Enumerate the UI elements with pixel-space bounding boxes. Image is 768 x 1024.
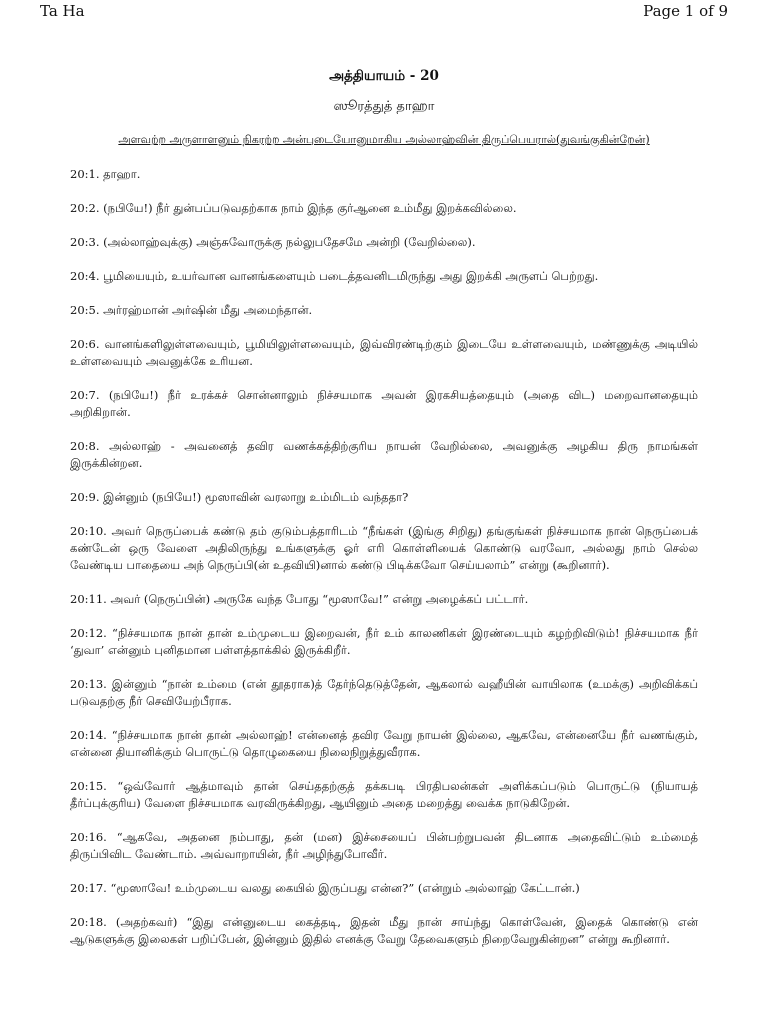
verse-number: 20:9. [70,490,100,504]
verse-text: (அல்லாஹ்வுக்கு) அஞ்சுவோருக்கு நல்லுபதேசமே அன்றி (வேறில்லை). [103,235,476,249]
verse-number: 20:13. [70,677,107,691]
verse-item [70,676,698,710]
verse-number: 20:15. [70,779,107,793]
verse-item [70,234,698,251]
verse-item [70,166,698,183]
verse-item [70,387,698,421]
verse-item [70,489,698,506]
page-indicator: Page 1 of 9 [643,2,728,20]
verse-item [70,523,698,574]
verse-number: 20:5. [70,303,100,317]
chapter-title: அத்தியாயம் - 20 [329,68,439,84]
verse-text: அவர் நெருப்பைக் கண்டு தம் குடும்பத்தாரிடம் “நீங்கள் (இங்கு சிறிது) தங்குங்கள் நிச்சயமாக நான் நெருப்பைக் கண்டேன் ஒரு வேளை அதிலிருந்து உங்களுக்கு ஓர் எரி கொள்ளியைக் கொண்டு வரவோ, அல்லது நாம் செல்ல வேண்டிய பாதையை அந் நெருப்பி(ன் உதவியி)னால் கண்டு பிடிக்கவோ செய்யலாம்” என்று (கூறினார்). [70,524,699,572]
verse-number: 20:8. [70,439,100,453]
verse-item [70,200,698,217]
verse-text: வானங்களிலுள்ளவையும், பூமியிலுள்ளவையும், இவ்விரண்டிற்கும் இடையே உள்ளவையும், மண்ணுக்கு அடியில் உள்ளவையும் அவனுக்கே உரியன. [70,337,699,368]
verse-item [70,591,698,608]
verse-item [70,268,698,285]
verse-text: “ஆகவே, அதனை நம்பாது, தன் (மன) இச்சையைப் பின்பற்றுபவன் திடனாக அதைவிட்டும் உம்மைத் திருப்பிவிட வேண்டாம். அவ்வாறாயின், நீர் அழிந்துபோவீர். [70,830,698,861]
verse-text: அர்ரஹ்மான் அர்ஷின் மீது அமைந்தான். [103,303,313,317]
verse-text: “நிச்சயமாக நான் தான் உம்முடைய இறைவன், நீர் உம் காலணிகள் இரண்டையும் கழற்றிவிடும்! நிச்சயமாக நீர் ‘துவா’ என்னும் புனிதமான பள்ளத்தாக்கில் இருக்கிறீர். [70,626,699,657]
verse-text: தாஹா. [103,167,141,181]
verse-number: 20:2. [70,201,100,215]
verse-item [70,438,698,472]
verse-item [70,727,698,761]
verse-number: 20:7. [70,388,100,402]
verse-item [70,302,698,319]
verse-text: பூமியையும், உயர்வான வானங்களையும் படைத்தவனிடமிருந்து அது இறக்கி அருளப் பெற்றது. [103,269,599,283]
verse-text: (நபியே!) நீர் துன்பப்படுவதற்காக நாம் இந்த குர்ஆனை உம்மீது இறக்கவில்லை. [103,201,517,215]
verse-text: (நபியே!) நீர் உரக்கச் சொன்னாலும் நிச்சயமாக அவன் இரகசியத்தையும் (அதை விட) மறைவானதையும் அறிகிறான். [70,388,698,419]
verse-text: இன்னும் “நான் உம்மை (என் தூதராக)த் தேர்ந்தெடுத்தேன், ஆகலால் வஹீயின் வாயிலாக (உமக்கு) அறிவிக்கப் படுவதற்கு நீர் செவியேற்பீராக. [70,677,699,708]
verse-item [70,914,698,948]
verse-number: 20:14. [70,728,107,742]
basmala-line: அளவற்ற அருளாளனும் நிகரற்ற அன்புடையோனுமாகிய அல்லாஹ்வின் திருப்பெயரால்(துவங்குகின்றேன்) [118,133,650,146]
verse-number: 20:18. [70,915,107,929]
header-title: Ta Ha [40,2,85,20]
verse-text: இன்னும் (நபியே!) மூஸாவின் வரலாறு உம்மிடம் வந்ததா? [103,490,409,504]
surah-title: ஸூரத்துத் தாஹா [333,99,435,114]
verse-number: 20:6. [70,337,100,351]
verse-item [70,336,698,370]
verse-text: (அதற்கவர்) “இது என்னுடைய கைத்தடி, இதன் மீது நான் சாய்ந்து கொள்வேன், இதைக் கொண்டு என் ஆடுகளுக்கு இலைகள் பறிப்பேன், இன்னும் இதில் எனக்கு வேறு தேவைகளும் நிறைவேறுகின்றன” என்று கூறினார். [70,915,699,946]
verse-number: 20:16. [70,830,107,844]
verse-text: அவர் (நெருப்பின்) அருகே வந்த போது “மூஸாவே!” என்று அழைக்கப் பட்டார். [110,592,529,606]
verse-text: “ஒவ்வோர் ஆத்மாவும் தான் செய்ததற்குத் தக்கபடி பிரதிபலன்கள் அளிக்கப்படும் பொருட்டு (நியாயத் தீர்ப்புக்குரிய) வேளை நிச்சயமாக வரவிருக்கிறது, ஆயினும் அதை மறைத்து வைக்க நாடுகிறேன். [70,779,698,810]
verse-number: 20:12. [70,626,107,640]
verse-text: “நிச்சயமாக நான் தான் அல்லாஹ்! என்னைத் தவிர வேறு நாயன் இல்லை, ஆகவே, என்னையே நீர் வணங்கும், என்னை தியானிக்கும் பொருட்டு தொழுகையை நிலைநிறுத்துவீராக. [70,728,698,759]
verse-item [70,829,698,863]
verse-number: 20:10. [70,524,107,538]
verse-list [70,166,698,965]
verse-text: “மூஸாவே! உம்முடைய வலது கையில் இருப்பது என்ன?” (என்றும் அல்லாஹ் கேட்டான்.) [110,881,580,895]
verse-text: அல்லாஹ் - அவனைத் தவிர வணக்கத்திற்குரிய நாயன் வேறில்லை, அவனுக்கு அழகிய திரு நாமங்கள் இருக்கின்றன. [70,439,698,470]
verse-item [70,778,698,812]
verse-number: 20:11. [70,592,107,606]
verse-number: 20:3. [70,235,100,249]
verse-number: 20:4. [70,269,100,283]
verse-number: 20:1. [70,167,100,181]
verse-item [70,625,698,659]
verse-item [70,880,698,897]
verse-number: 20:17. [70,881,107,895]
